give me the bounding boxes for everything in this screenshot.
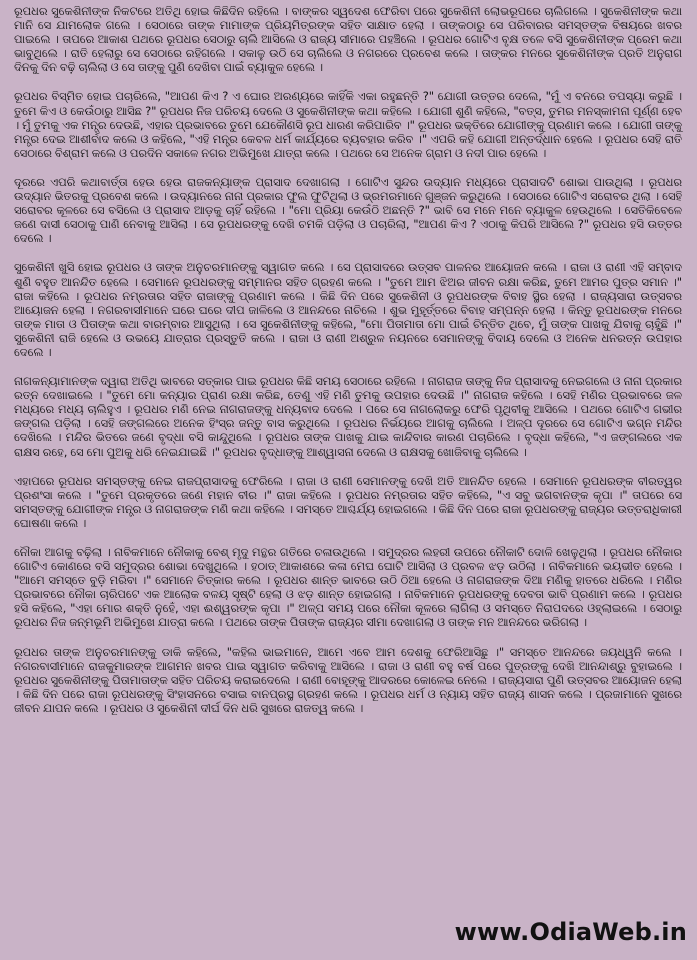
paragraph-4: ସୁକେଶିନୀ ଖୁସି ହୋଇ ରୂପଧର ଓ ତାଙ୍କ ଅନୁଚରମାନଙ୍କୁ ସ୍ୱାଗତ କଲେ । ସେ ପ୍ରାସାଦରେ ଉତ୍ସବ ପାଳନର ଆୟୋଜନ କଲେ । ରାଜା ଓ ରାଣୀ ଏହି ସମ୍ବାଦ ଶୁଣି ବହୁତ ଆନନ୍ଦିତ ହେଲେ । ସେମାନେ ରୂପଧରଙ୍କୁ ସମ୍ମାନର ସହିତ ଗ୍ରହଣ କଲେ । "ତୁମେ ଆମ ଝିଅର ଜୀବନ ରକ୍ଷା କରିଛ, ତୁମେ ଆମର ପୁତ୍ର ସମାନ ।" ରାଜା କହିଲେ । ରୂପଧର ନମ୍ରତାର ସହିତ ରାଜାଙ୍କୁ ପ୍ରଣାମ କଲେ । କିଛି ଦିନ ପରେ ସୁକେଶିନୀ ଓ ରୂପଧରଙ୍କ ବିବାହ ସ୍ଥିର ହେଲା । ରାଜ୍ୟସାରା ଉତ୍ସବର ଆୟୋଜନ ହେଲା । ନଗରବାସୀମାନେ ଘରେ ଘରେ ଦୀପ ଜାଳିଲେ ଓ ଆନନ୍ଦରେ ନାଚିଲେ । ଶୁଭ ମୁହୂର୍ତ୍ତରେ ବିବାହ ସମ୍ପନ୍ନ ହେଲା । କିନ୍ତୁ ରୂପଧରଙ୍କ ମନରେ ତାଙ୍କ ମାତା ଓ ପିତାଙ୍କ କଥା ବାରମ୍ବାର ଆସୁଥିଲା । ସେ ସୁକେଶିନୀଙ୍କୁ କହିଲେ, "ମୋ ପିତାମାତା ମୋ ପାଇଁ ଚିନ୍ତିତ ଥିବେ, ମୁଁ ତାଙ୍କ ପାଖକୁ ଯିବାକୁ ଚାହୁଁଛି ।" ସୁକେଶିନୀ ରାଜି ହେଲେ ଓ ଉଭୟେ ଯାତ୍ରାର ପ୍ରସ୍ତୁତି କଲେ । ରାଜା ଓ ରାଣୀ ଅଶ୍ରୁଳ ନୟନରେ ସେମାନଙ୍କୁ ବିଦାୟ ଦେଲେ ଓ ଅନେକ ଧନରତ୍ନ ଉପହାର ଦେଲେ । — [14, 260, 682, 359]
paragraph-6: ଏହାପରେ ରୂପଧର ସମସ୍ତଙ୍କୁ ନେଇ ରାଜପ୍ରାସାଦକୁ ଫେରିଲେ । ରାଜା ଓ ରାଣୀ ସେମାନଙ୍କୁ ଦେଖି ଅତି ଆନନ୍ଦିତ ହେଲେ । ସେମାନେ ରୂପଧରଙ୍କ ବୀରତ୍ୱର ପ୍ରଶଂସା କଲେ । "ତୁମେ ପ୍ରକୃତରେ ଜଣେ ମହାନ ବୀର ।" ରାଜା କହିଲେ । ରୂପଧର ନମ୍ରତାର ସହିତ କହିଲେ, "ଏ ସବୁ ଭଗବାନଙ୍କ କୃପା ।" ତାପରେ ସେ ସମସ୍ତଙ୍କୁ ଯୋଗୀଙ୍କ ମନ୍ତ୍ର ଓ ନାଗରାଜଙ୍କ ମଣି କଥା କହିଲେ । ସମସ୍ତେ ଆଶ୍ଚର୍ଯ୍ୟ ହୋଇଗଲେ । କିଛି ଦିନ ପରେ ରାଜା ରୂପଧରଙ୍କୁ ରାଜ୍ୟର ଉତ୍ତରାଧିକାରୀ ଘୋଷଣା କଲେ । — [14, 473, 682, 530]
paragraph-3: ଦୂରରେ ଏପରି କଥାବାର୍ତ୍ତା ହେଉ ହେଉ ରାଜକନ୍ୟାଙ୍କ ପ୍ରାସାଦ ଦେଖାଗଲା । ଗୋଟିଏ ସୁନ୍ଦର ଉଦ୍ୟାନ ମଧ୍ୟରେ ପ୍ରାସାଦଟି ଶୋଭା ପାଉଥିଲା । ରୂପଧର ଉଦ୍ୟାନ ଭିତରକୁ ପ୍ରବେଶ କଲେ । ଉଦ୍ୟାନରେ ନାନା ପ୍ରକାର ଫୁଲ ଫୁଟିଥିଲା ଓ ଭ୍ରମରମାନେ ଗୁଞ୍ଜନ କରୁଥିଲେ । ସେଠାରେ ଗୋଟିଏ ସରୋବର ଥିଲା । ସେହି ସରୋବର କୂଳରେ ସେ ବସିଲେ ଓ ପ୍ରାସାଦ ଆଡ଼କୁ ଚାହିଁ ରହିଲେ । "ମୋ ପ୍ରିୟା କେଉଁଠି ଅଛନ୍ତି ?" ଭାବି ସେ ମନେ ମନେ ବ୍ୟାକୁଳ ହେଉଥିଲେ । ସେତିକିବେଳେ ଜଣେ ଦାସୀ ସେଠାକୁ ପାଣି ନେବାକୁ ଆସିଲା । ସେ ରୂପଧରଙ୍କୁ ଦେଖି ଚମକି ପଡ଼ିଲା ଓ ପଚାରିଲା, "ଆପଣ କିଏ ? ଏଠାକୁ କିପରି ଆସିଲେ ?" ରୂପଧର ହସି ଉତ୍ତର ଦେଲେ । — [14, 174, 682, 246]
paragraph-1: ରୂପଧର ସୁକେଶିନୀଙ୍କ ନିକଟରେ ଅତିଥି ହୋଇ କିଛିଦିନ ରହିଲେ । ବାଙ୍କର ସ୍ୱଦେଶ ଫେରିବା ପରେ ସୁକେଶିନୀ ଲୋଭରୂପରେ ଚାଲିଗଲେ । ସୁକେଶିନୀଙ୍କ କଥା ମାନି ସେ ଯାମଲୋକ ଗଲେ । ସେଠାରେ ତାଙ୍କ ମାମାଙ୍କ ପ୍ରିୟମିତ୍ରଙ୍କ ସହିତ ସାକ୍ଷାତ ହେଲା । ତାଙ୍କଠାରୁ ସେ ପରିବାରର ସମସ୍ତଙ୍କ ବିଷୟରେ ଖବର ପାଇଲେ । ତାପରେ ଆକାଶ ପଥରେ ରୂପଧର ସେଠାରୁ ଚାଲି ଆସିଲେ ଓ ରାଜ୍ୟ ସୀମାରେ ପହଞ୍ଚିଲେ । ରୂପଧର ଗୋଟିଏ ବୃକ୍ଷ ତଳେ ବସି ସୁକେଶିନୀଙ୍କ ପ୍ରେମ କଥା ଭାବୁଥିଲେ । ରାତି ହେଲାରୁ ସେ ସେଠାରେ ରହିଗଲେ । ସକାଳୁ ଉଠି ସେ ଚାଲିଲେ ଓ ନଗରରେ ପ୍ରବେଶ କଲେ । ତାଙ୍କର ମନରେ ସୁକେଶିନୀଙ୍କ ପ୍ରତି ଅନୁରାଗ ଦିନକୁ ଦିନ ବଢ଼ି ଚାଲିଲା ଓ ସେ ତାଙ୍କୁ ପୁଣି ଦେଖିବା ପାଇଁ ବ୍ୟାକୁଳ ହେଲେ । — [14, 4, 682, 75]
paragraph-8: ରୂପଧର ତାଙ୍କ ଅନୁଚରମାନଙ୍କୁ ଡାକି କହିଲେ, "କହିଲ ଭାଇମାନେ, ଆମେ ଏବେ ଆମ ଦେଶକୁ ଫେରିଆସିଛୁ ।" ସମସ୍ତେ ଆନନ୍ଦରେ ଜୟଧ୍ୱନି କଲେ । ନଗରବାସୀମାନେ ରାଜକୁମାରଙ୍କ ଆଗମନ ଖବର ପାଇ ସ୍ୱାଗତ କରିବାକୁ ଆସିଲେ । ରାଜା ଓ ରାଣୀ ବହୁ ବର୍ଷ ପରେ ପୁତ୍ରଙ୍କୁ ଦେଖି ଆନନ୍ଦାଶ୍ରୁ ବୁହାଇଲେ । ରୂପଧର ସୁକେଶିନୀଙ୍କୁ ପିତାମାତାଙ୍କ ସହିତ ପରିଚୟ କରାଇଦେଲେ । ରାଣୀ ବୋହୂଙ୍କୁ ଆଦରରେ କୋଳେଇ ନେଲେ । ରାଜ୍ୟସାରା ପୁଣି ଉତ୍ସବର ଆୟୋଜନ ହେଲା । କିଛି ଦିନ ପରେ ରାଜା ରୂପଧରଙ୍କୁ ସିଂହାସନରେ ବସାଇ ବାନପ୍ରସ୍ଥ ଗ୍ରହଣ କଲେ । ରୂପଧର ଧର୍ମ ଓ ନ୍ୟାୟ ସହିତ ରାଜ୍ୟ ଶାସନ କଲେ । ପ୍ରଜାମାନେ ସୁଖରେ ଜୀବନ ଯାପନ କଲେ । ରୂପଧର ଓ ସୁକେଶିନୀ ଦୀର୍ଘ ଦିନ ଧରି ସୁଖରେ ରାଜତ୍ୱ କଲେ । — [14, 644, 682, 715]
paragraph-5: ନାଗକନ୍ୟାମାନଙ୍କ ଦ୍ୱାରା ଅତିଥି ଭାବରେ ସତ୍କାର ପାଇ ରୂପଧର କିଛି ସମୟ ସେଠାରେ ରହିଲେ । ନାଗରାଜ ତାଙ୍କୁ ନିଜ ପ୍ରାସାଦକୁ ନେଇଗଲେ ଓ ନାନା ପ୍ରକାର ରତ୍ନ ଦେଖାଇଲେ । "ତୁମେ ମୋ କନ୍ୟାର ପ୍ରାଣ ରକ୍ଷା କରିଛ, ତେଣୁ ଏହି ମଣି ତୁମକୁ ଉପହାର ଦେଉଛି ।" ନାଗରାଜ କହିଲେ । ସେହି ମଣିର ପ୍ରଭାବରେ ଜଳ ମଧ୍ୟରେ ମଧ୍ୟ ଚାଲିହୁଏ । ରୂପଧର ମଣି ନେଇ ନାଗରାଜଙ୍କୁ ଧନ୍ୟବାଦ ଦେଲେ । ପରେ ସେ ନାଗଲୋକରୁ ଫେରି ପୃଥିବୀକୁ ଆସିଲେ । ପଥରେ ଗୋଟିଏ ଗଭୀର ଜଙ୍ଗଲ ପଡ଼ିଲା । ସେହି ଜଙ୍ଗଲରେ ଅନେକ ହିଂସ୍ର ଜନ୍ତୁ ବାସ କରୁଥିଲେ । ରୂପଧର ନିର୍ଭୟରେ ଆଗକୁ ଚାଲିଲେ । ଅଳ୍ପ ଦୂରରେ ସେ ଗୋଟିଏ ଭଗ୍ନ ମନ୍ଦିର ଦେଖିଲେ । ମନ୍ଦିର ଭିତରେ ଜଣେ ବୃଦ୍ଧା ବସି କାନ୍ଦୁଥିଲେ । ରୂପଧର ତାଙ୍କ ପାଖକୁ ଯାଇ କାନ୍ଦିବାର କାରଣ ପଚାରିଲେ । ବୃଦ୍ଧା କହିଲେ, "ଏ ଜଙ୍ଗଲରେ ଏକ ରାକ୍ଷସ ରହେ, ସେ ମୋ ପୁଅକୁ ଧରି ନେଇଯାଇଛି ।" ରୂପଧର ବୃଦ୍ଧାଙ୍କୁ ଆଶ୍ୱାସନା ଦେଲେ ଓ ରାକ୍ଷସକୁ ଖୋଜିବାକୁ ଚାଲିଲେ । — [14, 374, 682, 459]
site-watermark: www.OdiaWeb.in — [454, 918, 687, 946]
story-text — [14, 4, 682, 730]
paragraph-2: ରୂପଧର ବିସ୍ମିତ ହୋଇ ପଚାରିଲେ, "ଆପଣ କିଏ ? ଏ ଘୋର ଅରଣ୍ୟରେ କାହିଁକି ଏକା ରହୁଛନ୍ତି ?" ଯୋଗୀ ଉତ୍ତର ଦେଲେ, "ମୁଁ ଏ ବନରେ ତପସ୍ୟା କରୁଛି । ତୁମେ କିଏ ଓ କେଉଁଠାରୁ ଆସିଛ ?" ରୂପଧର ନିଜ ପରିଚୟ ଦେଲେ ଓ ସୁକେଶିନୀଙ୍କ କଥା କହିଲେ । ଯୋଗୀ ଶୁଣି କହିଲେ, "ବତ୍ସ, ତୁମର ମନସ୍କାମନା ପୂର୍ଣ୍ଣ ହେବ । ମୁଁ ତୁମକୁ ଏକ ମନ୍ତ୍ର ଦେଉଛି, ଏହାର ପ୍ରଭାବରେ ତୁମେ ଯେକୌଣସି ରୂପ ଧାରଣ କରିପାରିବ ।" ରୂପଧର ଭକ୍ତିରେ ଯୋଗୀଙ୍କୁ ପ୍ରଣାମ କଲେ । ଯୋଗୀ ତାଙ୍କୁ ମନ୍ତ୍ର ଦେଇ ଆଶୀର୍ବାଦ କଲେ ଓ କହିଲେ, "ଏହି ମନ୍ତ୍ର କେବଳ ଧର୍ମ କାର୍ଯ୍ୟରେ ବ୍ୟବହାର କରିବ ।" ଏପରି କହି ଯୋଗୀ ଅନ୍ତର୍ଦ୍ଧାନ ହେଲେ । ରୂପଧର ସେହି ରାତି ସେଠାରେ ବିଶ୍ରାମ କଲେ ଓ ପରଦିନ ସକାଳେ ନଗର ଅଭିମୁଖେ ଯାତ୍ରା କଲେ । ପଥରେ ସେ ଅନେକ ଗ୍ରାମ ଓ ନଦୀ ପାର ହେଲେ । — [14, 89, 682, 160]
paragraph-7: ନୌକା ଆଗକୁ ବଢ଼ିଲା । ନାବିକମାନେ ନୌକାକୁ ବେଶ୍ ମୃଦୁ ମନ୍ଥର ଗତିରେ ଚଳାଉଥିଲେ । ସମୁଦ୍ରର ଲହରୀ ଉପରେ ନୌକାଟି ଦୋଳି ଖେଳୁଥିଲା । ରୂପଧର ନୌକାର ଗୋଟିଏ କୋଣରେ ବସି ସମୁଦ୍ରର ଶୋଭା ଦେଖୁଥିଲେ । ହଠାତ୍ ଆକାଶରେ କଳା ମେଘ ଘୋଟି ଆସିଲା ଓ ପ୍ରବଳ ଝଡ଼ ଉଠିଲା । ନାବିକମାନେ ଭୟଭୀତ ହେଲେ । "ଆମେ ସମସ୍ତେ ବୁଡ଼ି ମରିବା ।" ସେମାନେ ଚିତ୍କାର କଲେ । ରୂପଧର ଶାନ୍ତ ଭାବରେ ଉଠି ଠିଆ ହେଲେ ଓ ନାଗରାଜଙ୍କ ଦିଆ ମଣିକୁ ହାତରେ ଧରିଲେ । ମଣିର ପ୍ରଭାବରେ ନୌକା ଚାରିପଟେ ଏକ ଆଲୋକ ବଳୟ ସୃଷ୍ଟି ହେଲା ଓ ଝଡ଼ ଶାନ୍ତ ହୋଇଗଲା । ନାବିକମାନେ ରୂପଧରଙ୍କୁ ଦେବତା ଭାବି ପ୍ରଣାମ କଲେ । ରୂପଧର ହସି କହିଲେ, "ଏହା ମୋର ଶକ୍ତି ନୁହେଁ, ଏହା ଈଶ୍ୱରଙ୍କ କୃପା ।" ଅଳ୍ପ ସମୟ ପରେ ନୌକା କୂଳରେ ଲାଗିଲା ଓ ସମସ୍ତେ ନିରାପଦରେ ଓହ୍ଲାଇଲେ । ସେଠାରୁ ରୂପଧର ନିଜ ଜନ୍ମଭୂମି ଅଭିମୁଖେ ଯାତ୍ରା କଲେ । ପଥରେ ତାଙ୍କ ପିତାଙ୍କ ରାଜ୍ୟର ସୀମା ଦେଖାଗଲା ଓ ତାଙ୍କ ମନ ଆନନ୍ଦରେ ଭରିଗଲା । — [14, 545, 682, 630]
